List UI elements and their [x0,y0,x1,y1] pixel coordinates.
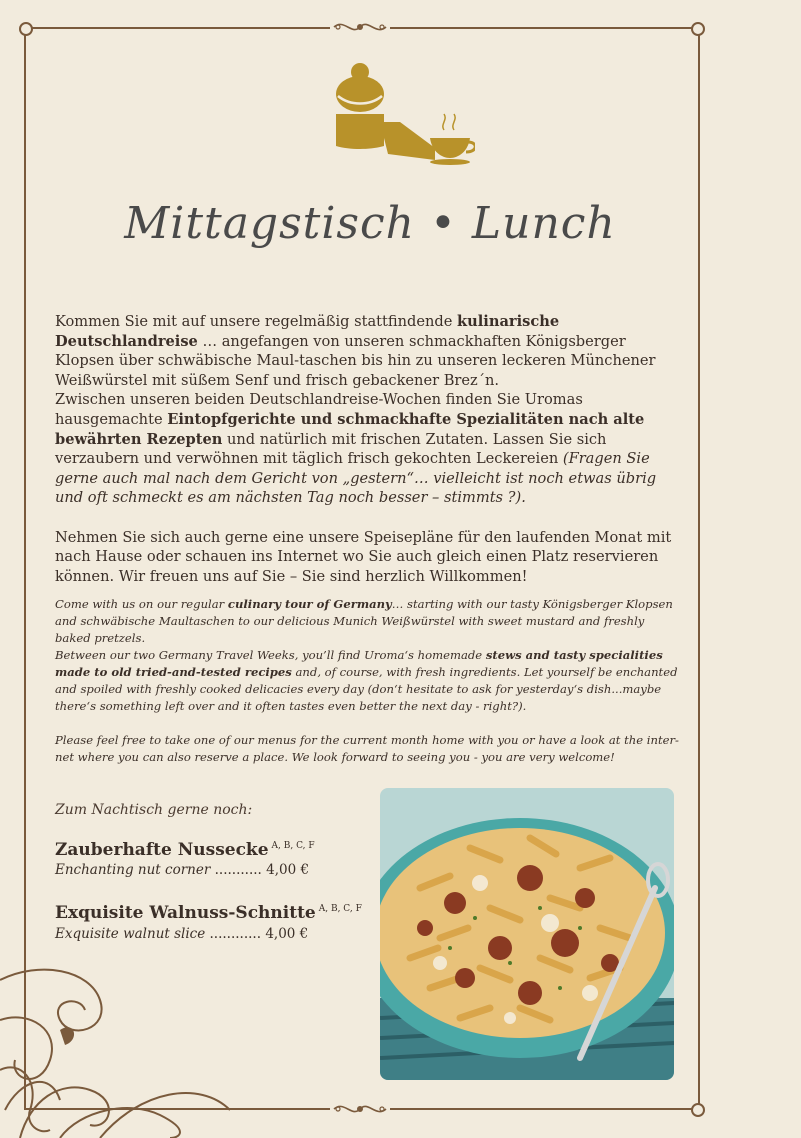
corner-ornament [691,22,705,36]
english-paragraph: Come with us on our regular culinary tour of Germany… starting with our tasty Königsberger Klopsen and schwäbische Maultaschen to our delicious Munich Weißwürstel with sweet mustard and freshly baked pretzels. [55,597,673,645]
english-paragraph: Between our two Germany Travel Weeks, you’ll find Uroma‘s homemade stews and tasty specialities made to old tried-and-tested recipes and, of course, with fresh ingredients. Let yourself be enchanted and spoiled with freshly cooked delicacies every day (don‘t hesitate to ask for yesterday‘s dish...maybe there‘s something left over and it often tastes even better the next day - right?). [55,648,678,713]
english-paragraph: Please feel free to take one of our menus for the current month home with you or have a look at the inter-net where you can also reserve a place. We look forward to seeing you - you are very welcome! [55,733,679,764]
german-paragraph: Nehmen Sie sich auch gerne eine unsere Speisepläne für den laufenden Monat mit nach Hause oder schauen ins Internet wo Sie auch gleich einen Platz reservieren können. Wir freuen uns auf Sie – Sie sind herzlich Willkommen! [55,528,672,585]
swirl-decoration-icon [0,960,240,1138]
allergen-codes: A, B, C, F [271,841,315,852]
dessert-item-name: Exquisite Walnuss-Schnitte $^{A, B, C, F}$ [55,903,362,923]
grandma-teacup-logo-icon [330,60,475,170]
german-intro [55,312,675,586]
dessert-heading: Zum Nachtisch gerne noch: [55,802,253,818]
corner-ornament [19,22,33,36]
german-paragraph: Zwischen unseren beiden Deutschlandreise-Wochen finden Sie Uromas hausgemachte Eintopfgerichte und schmackhafte Spezialitäten nach alte bewährten Rezepten und natürlich mit frischen Zutaten. Lassen Sie sich verzaubern und verwöhnen mit täglich frisch gekochten Leckereien (Fragen Sie gerne auch mal nach dem Gericht von „gestern“… vielleicht ist noch etwas übrig und oft schmeckt es am nächsten Tag noch besser – stimmts ?). [55,391,657,507]
dessert-item-detail: Enchanting nut corner ........... 4,00 € [55,862,310,878]
price: 4,00 € [266,862,310,878]
page-title: Mittagstisch • Lunch [124,198,616,249]
dessert-item-detail: Exquisite walnut slice ............ 4,00 € [55,926,309,942]
pasta-dish-photo [380,788,674,1080]
bottom-ornament-icon [330,1098,390,1120]
price: 4,00 € [265,926,309,942]
english-intro [55,596,680,766]
corner-ornament [691,1103,705,1117]
top-ornament-icon [330,16,390,38]
dessert-item-name: Zauberhafte Nussecke $^{A, B, C, F}$ [55,840,315,860]
allergen-codes: A, B, C, F [318,904,362,915]
german-paragraph: Kommen Sie mit auf unsere regelmäßig stattfindende kulinarische Deutschlandreise … angefangen von unseren schmackhaften Königsberger Klopsen über schwäbische Maul-taschen bis hin zu unseren leckeren Münchener Weißwürstel mit süßem Senf und frisch gebackener Brez´n. [55,313,656,389]
